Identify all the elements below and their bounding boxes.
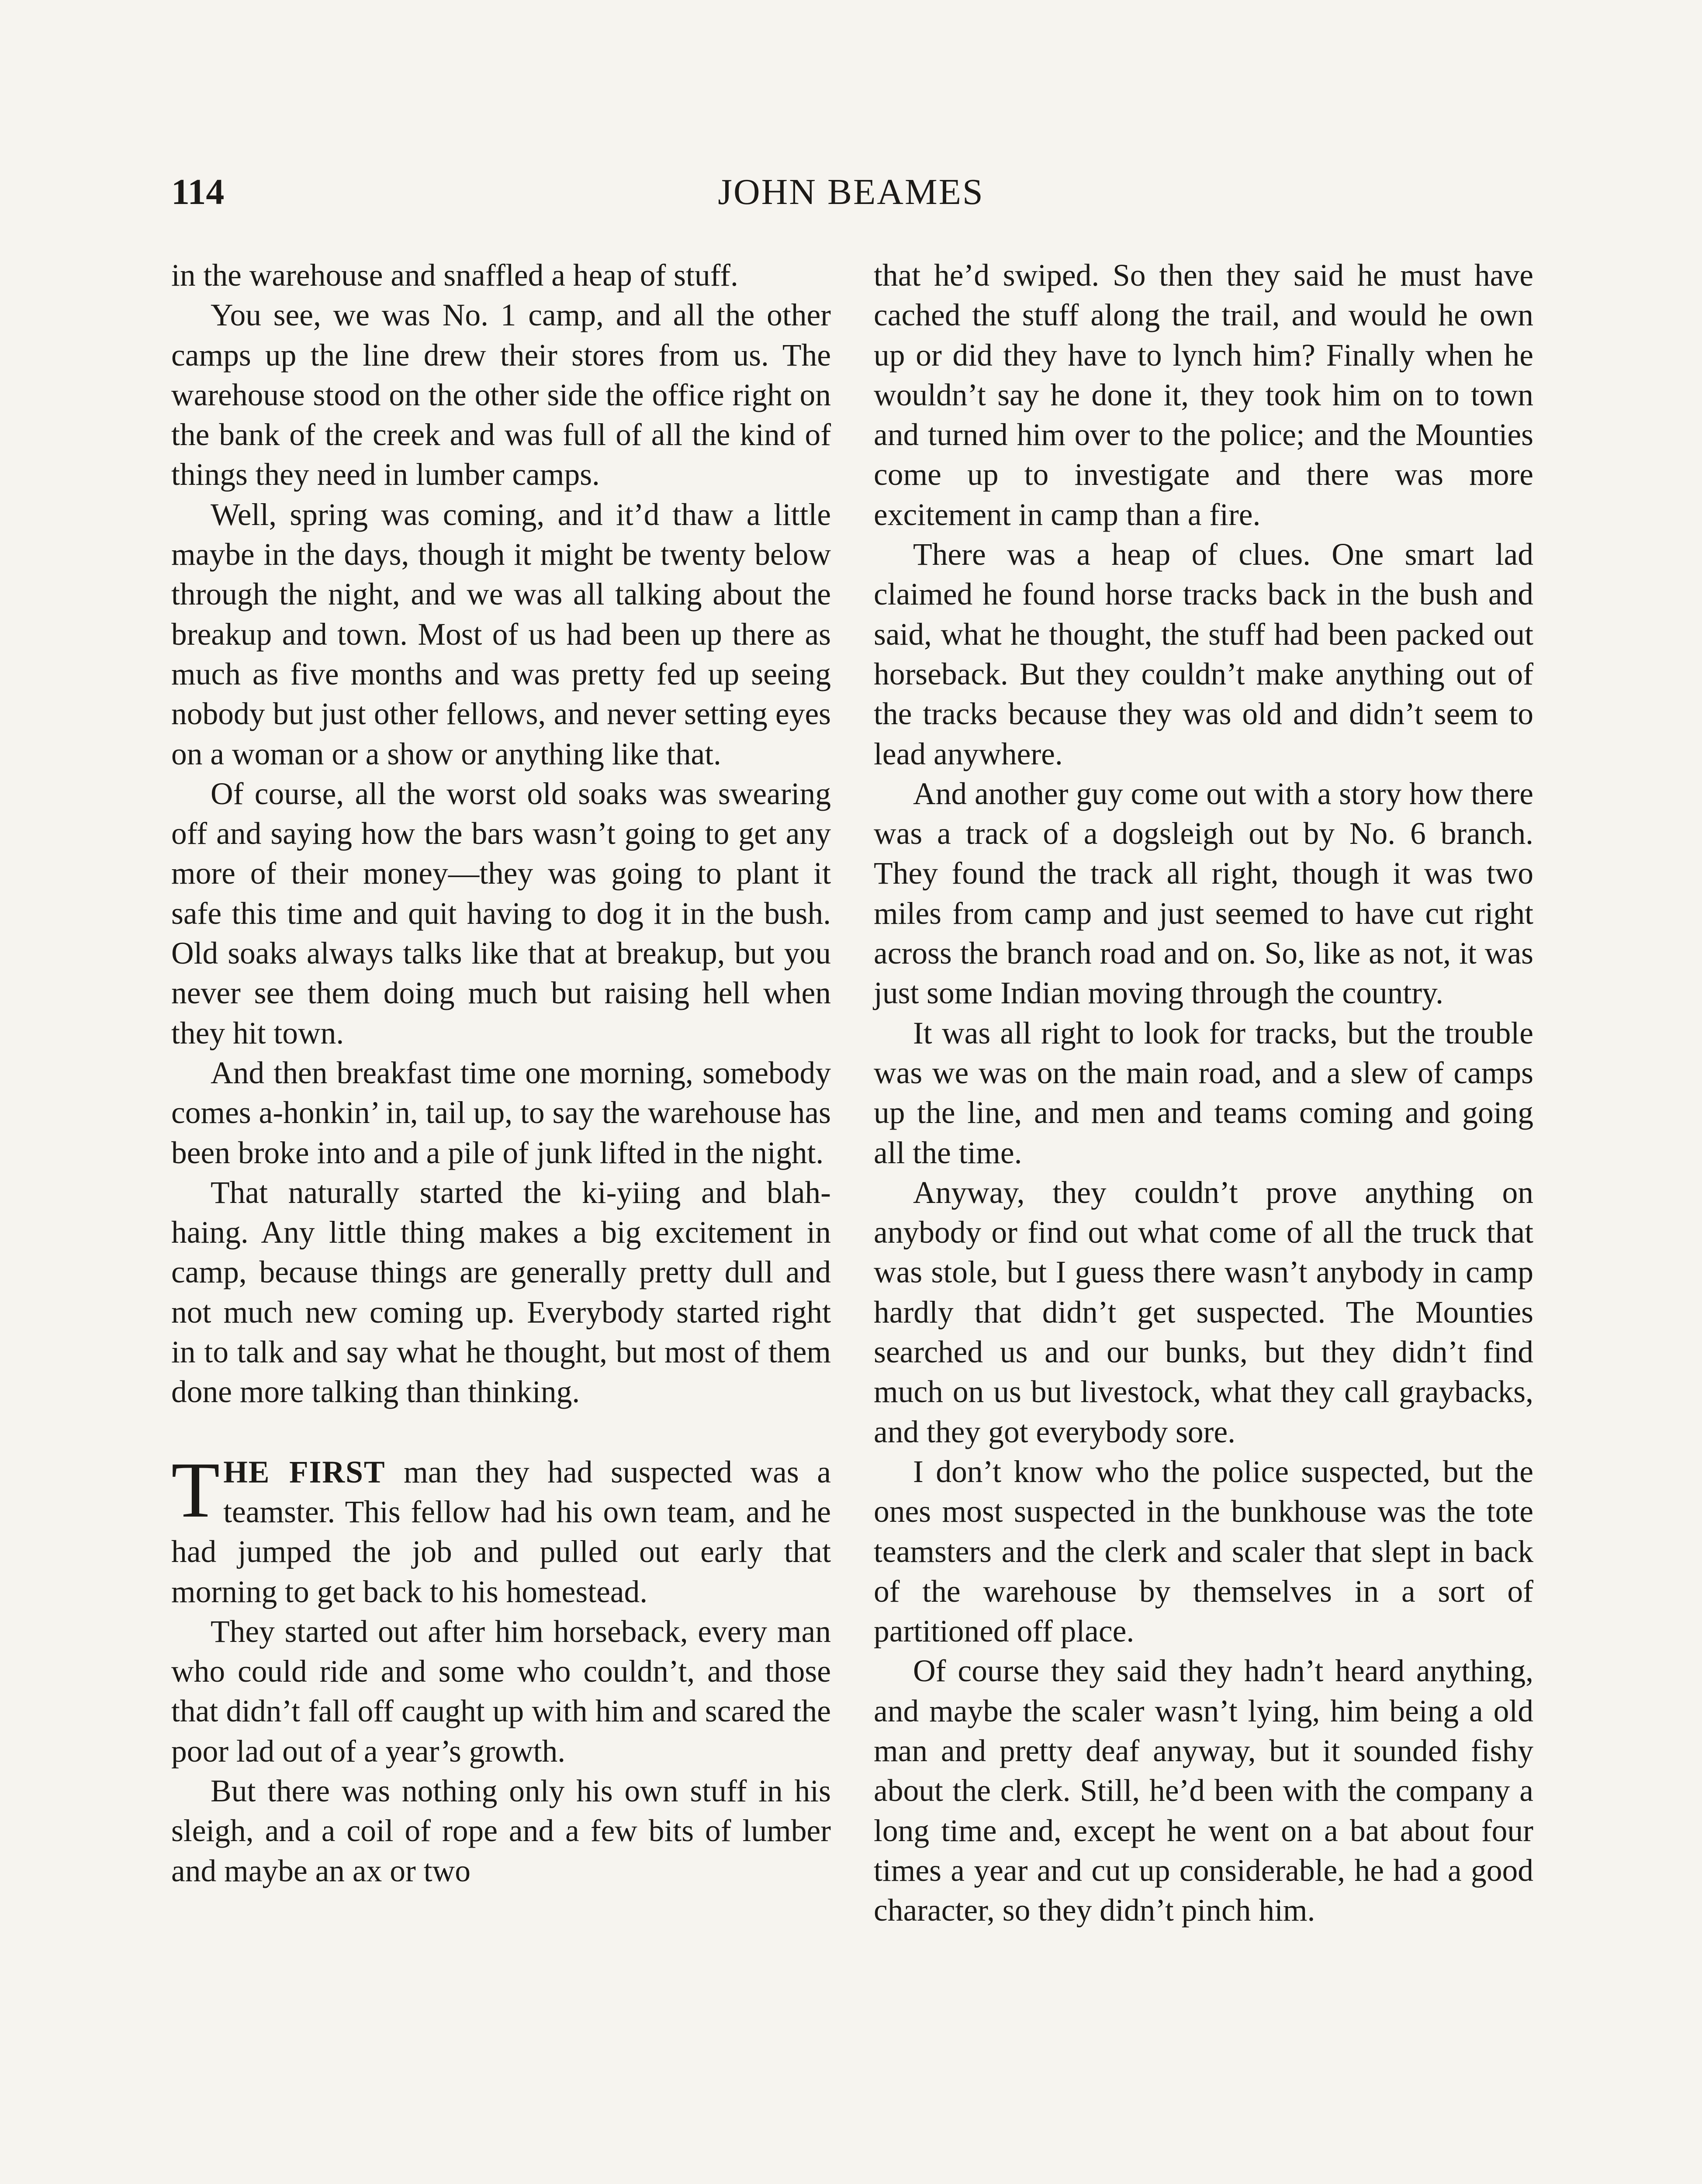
section-start-paragraph	[171, 1446, 831, 1612]
paragraph: But there was nothing only his own stuff in his sleigh, and a coil of rope and a few bits of lumber and maybe an ax or two	[171, 1773, 831, 1888]
paragraph: Of course they said they hadn’t heard anything, and maybe the scaler wasn’t lying, him being a old man and pretty deaf anyway, but it sounded fishy about the clerk. Still, he’d been with the company a long time and, except he went on a bat about four times a year and cut up considerable, he had a good character, so they didn’t pinch him.	[874, 1654, 1533, 1928]
drop-cap: T	[171, 1446, 220, 1534]
paragraph: in the warehouse and snaffled a heap of stuff.	[171, 258, 738, 293]
paragraph: You see, we was No. 1 camp, and all the other camps up the line drew their stores from us. The warehouse stood on the other side the office right on the bank of the creek and was full of all the kind of things they need in lumber camps.	[171, 298, 831, 492]
paragraph: I don’t know who the police suspected, but the ones most suspected in the bunkhouse was the tote teamsters and the clerk and scaler that slept in back of the warehouse by themselves in a sort of partitioned off place.	[874, 1454, 1533, 1649]
paragraph: Of course, all the worst old soaks was swearing off and saying how the bars wasn’t going to get any more of their money—they was going to plant it safe this time and quit having to dog it in the bush. Old soaks always talks like that at breakup, but you never see them doing much but raising hell when they hit town.	[171, 776, 831, 1051]
paragraph-text: man they had suspected was a teamster. This fellow had his own team, and he had jumped the job and pulled out early that morning to get back to his homestead.	[171, 1455, 831, 1609]
page-header	[171, 168, 1531, 221]
paragraph: There was a heap of clues. One smart lad claimed he found horse tracks back in the bush and said, what he thought, the stuff had been packed out horseback. But they couldn’t make anything out of the tracks because they was old and didn’t seem to lead anywhere.	[874, 537, 1533, 771]
paragraph: They started out after him horseback, every man who could ride and some who couldn’t, and those that didn’t fall off caught up with him and scared the poor lad out of a year’s growth.	[171, 1614, 831, 1769]
paragraph: that he’d swiped. So then they said he must have cached the stuff along the trail, and would he own up or did they have to lynch him? Finally when he wouldn’t say he done it, they took him on to town and turned him over to the police; and the Mounties come up to investigate and there was more excitement in camp than a fire.	[874, 258, 1533, 532]
right-column	[874, 256, 1533, 1930]
paragraph: And another guy come out with a story how there was a track of a dogsleigh out by No. 6 branch. They found the track all right, though it was two miles from camp and just seemed to have cut right across the branch road and on. So, like as not, it was just some Indian moving through the country.	[874, 776, 1533, 1011]
page-number: 114	[171, 172, 225, 212]
paragraph: That naturally started the ki-yiing and blah-haing. Any little thing makes a big excitement in camp, because things are generally pretty dull and not much new coming up. Everybody started right in to talk and say what he thought, but most of them done more talking than thinking.	[171, 1175, 831, 1410]
left-column	[171, 256, 831, 1891]
paragraph: Anyway, they couldn’t prove anything on anybody or find out what come of all the truck that was stole, but I guess there wasn’t anybody in camp hardly that didn’t get suspected. The Mounties searched us and our bunks, but they didn’t find much on us but livestock, what they call graybacks, and they got everybody sore.	[874, 1175, 1533, 1449]
section-lead-words: HE FIRST	[223, 1455, 386, 1489]
paragraph: It was all right to look for tracks, but the trouble was we was on the main road, and a slew of camps up the line, and men and teams coming and going all the time.	[874, 1016, 1533, 1170]
paragraph: And then breakfast time one morning, somebody comes a-honkin’ in, tail up, to say the warehouse has been broke into and a pile of junk lifted in the night.	[171, 1055, 831, 1170]
running-head: JOHN BEAMES	[718, 172, 984, 212]
paragraph: Well, spring was coming, and it’d thaw a little maybe in the days, though it might be twenty below through the night, and we was all talking about the breakup and town. Most of us had been up there as much as five months and was pretty fed up seeing nobody but just other fellows, and never setting eyes on a woman or a show or anything like that.	[171, 497, 831, 771]
